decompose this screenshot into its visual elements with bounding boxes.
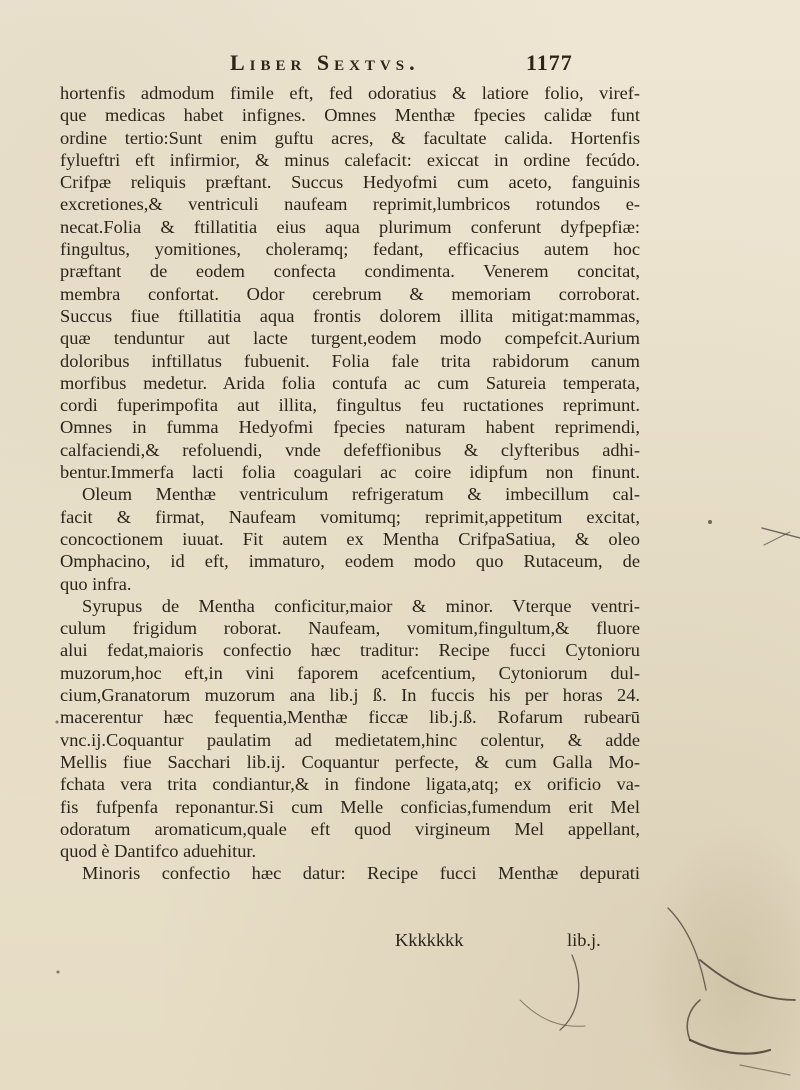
- margin-pen-mark: [700, 960, 795, 1000]
- margin-pen-mark: [690, 1040, 770, 1054]
- margin-pen-mark: [740, 1065, 790, 1075]
- text-line: macerentur hæc fequentia,Menthæ ficcæ lib.j.ß. Rofarum rubearū: [60, 707, 640, 728]
- text-line: ordine tertio:Sunt enim guftu acres, & facultate calida. Hortenfis: [60, 127, 640, 148]
- text-line: culum frigidum roborat. Naufeam, vomitum,fingultum,& fluore: [60, 618, 640, 639]
- margin-dot: [56, 721, 59, 724]
- text-line: morfibus medetur. Arida folia contufa ac cum Satureia temperata,: [60, 372, 640, 393]
- text-line: calfaciendi,& refoluendi, vnde defeffionibus & clyfteribus adhi-: [60, 439, 640, 460]
- catchword: lib.j.: [567, 930, 601, 950]
- text-line: fis fufpenfa reponantur.Si cum Melle conficias,fumendum erit Mel: [60, 796, 640, 817]
- text-line: cium,Granatorum muzorum ana lib.j ß. In fuccis his per horas 24.: [60, 685, 640, 706]
- text-line: membra confortat. Odor cerebrum & memoriam corroborat.: [60, 283, 640, 304]
- text-line: cordi fuperimpofita aut illita, fingultus feu ructationes reprimunt.: [60, 395, 640, 416]
- page-number: 1177: [526, 50, 573, 75]
- text-line: bentur.Immerfa lacti folia coagulari ac coire idipfum non finunt.: [60, 462, 640, 483]
- margin-pen-mark: [668, 908, 706, 990]
- paragraph-start-line: Oleum Menthæ ventriculum refrigeratum & imbecillum cal-: [82, 484, 640, 505]
- text-line: fchata vera trita condiantur,& in findone ligata,atq; ex orificio va-: [60, 774, 640, 795]
- margin-pen-mark: [560, 955, 579, 1030]
- text-line: facit & firmat, Naufeam vomitumq; reprimit,appetitum excitat,: [60, 506, 640, 527]
- paragraph-end-line: quod è Dantifco aduehitur.: [60, 841, 257, 862]
- paragraph-end-line: quo infra.: [60, 573, 132, 594]
- paragraph-start-line: Minoris confectio hæc datur: Recipe fucci Menthæ depurati: [82, 863, 640, 884]
- signature-mark: Kkkkkkk: [395, 930, 464, 950]
- text-line: alui fedat,maioris confectio hæc traditur: Recipe fucci Cytonioru: [60, 640, 640, 661]
- margin-pen-mark: [687, 1000, 700, 1040]
- text-line: Succus fiue ftillatitia aqua frontis dolorem illita mitigat:mammas,: [60, 305, 640, 326]
- text-line: quæ tenduntur aut lacte turgent,eodem modo compefcit.Aurium: [60, 328, 640, 349]
- margin-pen-mark: [764, 532, 790, 545]
- text-line: necat.Folia & ftillatitia eius aqua plurimum conferunt dyfpepfiæ:: [60, 216, 640, 237]
- margin-dot: [57, 971, 60, 974]
- text-line: Crifpæ reliquis præftant. Succus Hedyofmi cum aceto, fanguinis: [60, 172, 640, 193]
- margin-pen-mark: [520, 1000, 585, 1026]
- text-line: concoctionem iuuat. Fit autem ex Mentha CrifpaSatiua, & oleo: [60, 528, 640, 549]
- margin-dot: [708, 520, 712, 524]
- text-line: muzorum,hoc eft,in vini faporem acefcentium, Cytoniorum dul-: [60, 662, 640, 683]
- text-line: doloribus inftillatus fubuenit. Folia fale trita rabidorum canum: [60, 350, 640, 371]
- text-line: que medicas habet infignes. Omnes Menthæ fpecies calidæ funt: [60, 105, 640, 126]
- text-line: hortenfis admodum fimile eft, fed odoratius & latiore folio, viref-: [60, 83, 640, 103]
- text-line: fingultus, yomitiones, choleramq; fedant, efficacius autem hoc: [60, 239, 640, 260]
- text-line: fylueftri eft infirmior, & minus calefacit: exiccat in ordine fecúdo.: [60, 149, 640, 170]
- text-line: vnc.ij.Coquantur paulatim ad medietatem,hinc colentur, & adde: [60, 729, 640, 750]
- text-line: excretiones,& ventriculi naufeam reprimit,lumbricos rotundos e-: [60, 194, 640, 215]
- paragraph-start-line: Syrupus de Mentha conficitur,maior & minor. Vterque ventri-: [82, 595, 640, 616]
- text-line: odoratum aromaticum,quale eft quod virgineum Mel appellant,: [60, 818, 640, 839]
- text-line: Omphacino, id eft, immaturo, eodem modo quo Rutaceum, de: [60, 551, 640, 572]
- text-line: Mellis fiue Sacchari lib.ij. Coquantur perfecte, & cum Galla Mo-: [60, 751, 640, 772]
- text-line: præftant de eodem confecta condimenta. Venerem concitat,: [60, 261, 640, 282]
- text-line: Omnes in fumma Hedyofmi fpecies naturam habent reprimendi,: [60, 417, 640, 438]
- running-head: Liber Sextvs.: [230, 50, 420, 75]
